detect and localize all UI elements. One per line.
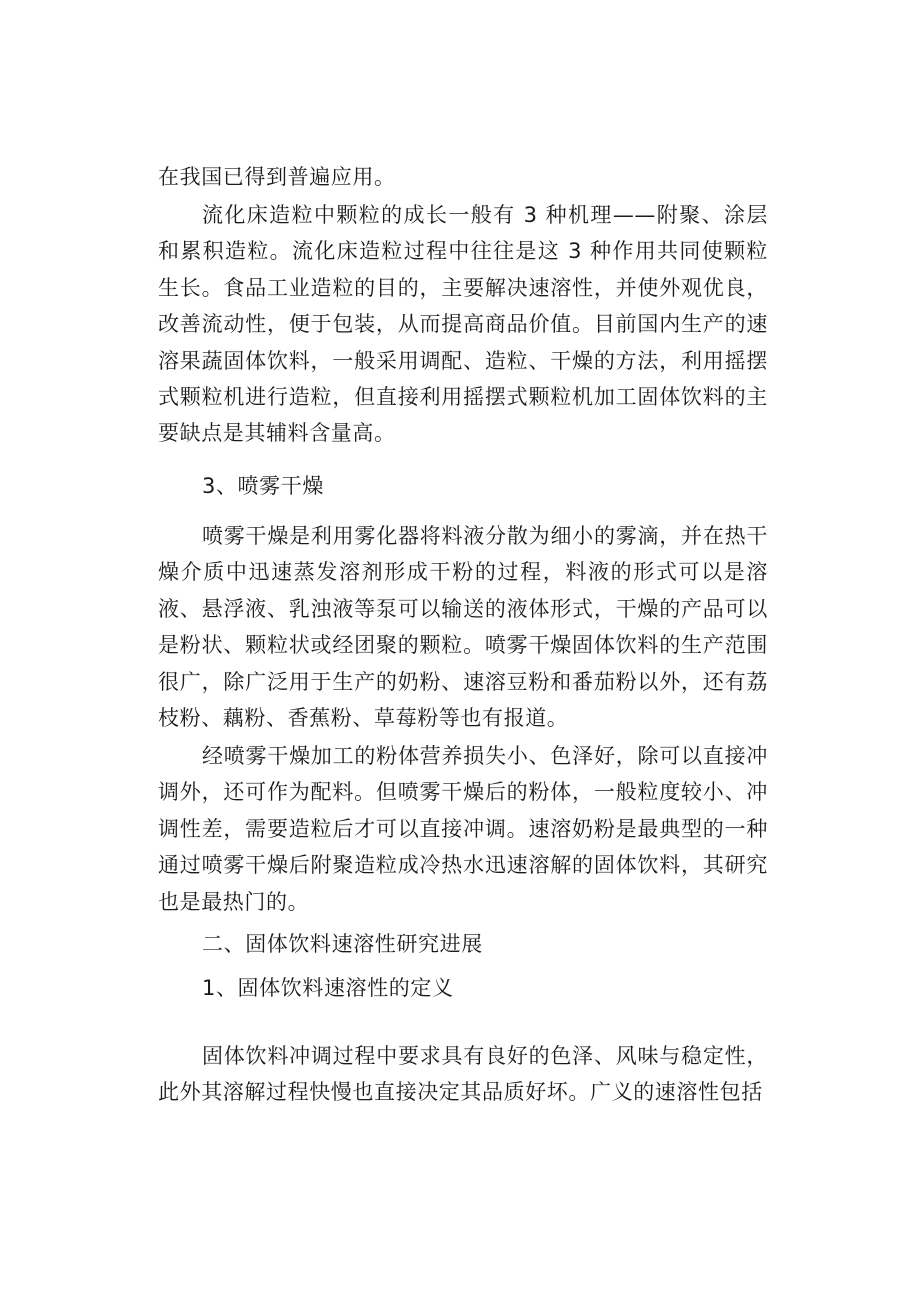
heading-definition: 1、固体饮料速溶性的定义: [202, 976, 454, 1000]
paragraph-spray-drying-powder: 经喷雾干燥加工的粉体营养损失小、色泽好，除可以直接冲调外，还可作为配料。但喷雾干燥后的粉体，一般粒度较小、冲调性差，需要造粒后才可以直接冲调。速溶奶粉是最典型的一种通过喷雾干燥后附聚造粒成冷热水迅速溶解的固体饮料，其研究也是最热门的。: [158, 744, 768, 914]
paragraph-continuation: 在我国已得到普遍应用。: [158, 165, 396, 189]
heading-spray-drying: 3、喷雾干燥: [202, 474, 324, 498]
paragraph-fluidized-bed-granulation: 流化床造粒中颗粒的成长一般有 3 种机理——附聚、涂层和累积造粒。流化床造粒过程中往往是这 3 种作用共同使颗粒生长。食品工业造粒的目的，主要解决速溶性，并使外观优良，改善流动性，便于包装，从而提高商品价值。目前国内生产的速溶果蔬固体饮料，一般采用调配、造粒、干燥的方法，利用摇摆式颗粒机进行造粒，但直接利用摇摆式颗粒机加工固体饮料的主要缺点是其辅料含量高。: [158, 203, 768, 446]
paragraph-spray-drying-process: 喷雾干燥是利用雾化器将料液分散为细小的雾滴，并在热干燥介质中迅速蒸发溶剂形成干粉的过程，料液的形式可以是溶液、悬浮液、乳浊液等泵可以输送的液体形式，干燥的产品可以是粉状、颗粒状或经团聚的颗粒。喷雾干燥固体饮料的生产范围很广，除广泛用于生产的奶粉、速溶豆粉和番茄粉以外，还有荔枝粉、藕粉、香蕉粉、草莓粉等也有报道。: [158, 524, 768, 731]
heading-section-instant-solubility: 二、固体饮料速溶性研究进展: [202, 932, 483, 956]
paragraph-definition: 固体饮料冲调过程中要求具有良好的色泽、风味与稳定性，此外其溶解过程快慢也直接决定其品质好坏。广义的速溶性包括: [158, 1044, 768, 1105]
